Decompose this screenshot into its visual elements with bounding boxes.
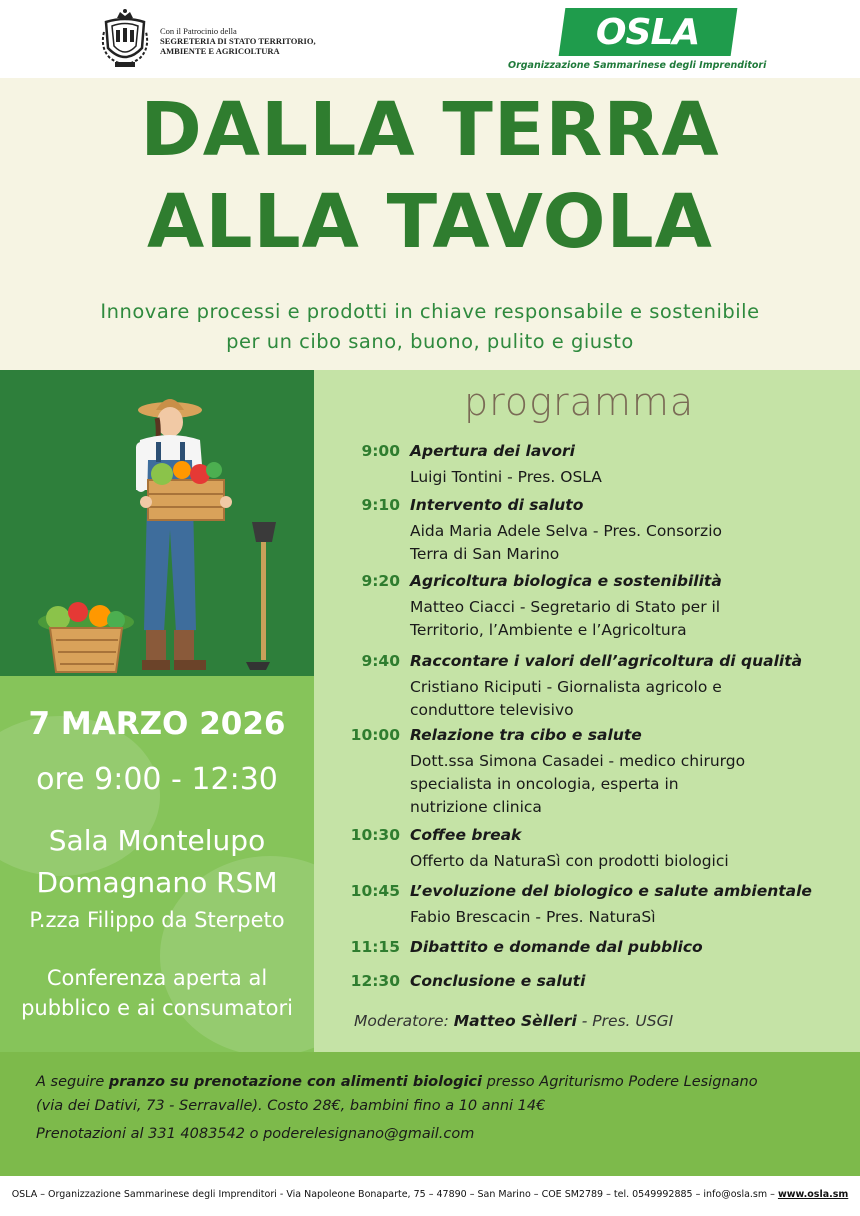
programme-title: Dibattito e domande dal pubblico	[410, 938, 703, 956]
moderator-role: - Pres. USGI	[581, 1012, 674, 1030]
patronage-line-2: SEGRETERIA DI STATO TERRITORIO,	[160, 36, 316, 46]
title-line-2: ALLA TAVOLA	[147, 179, 713, 265]
programme-time: 12:30	[350, 972, 400, 990]
programme-title: Conclusione e saluti	[410, 972, 586, 990]
moderator-name: Matteo Sèlleri	[453, 1012, 577, 1030]
programme-time: 9:00	[361, 442, 400, 460]
venue-town: Domagnano RSM	[36, 866, 278, 899]
programme-speaker: Offerto da NaturaSì con prodotti biologici	[410, 852, 729, 870]
patronage-text	[160, 26, 360, 56]
san-marino-crest-icon	[100, 8, 150, 70]
osla-logo-subtitle: Organizzazione Sammarinese degli Imprenditori	[508, 60, 767, 71]
footer-text	[0, 1189, 860, 1200]
booking-info: Prenotazioni al 331 4083542 o poderelesignano@gmail.com	[36, 1126, 475, 1142]
footer-contact: OSLA – Organizzazione Sammarinese degli Imprenditori - Via Napoleone Bonaparte, 75 – 47890 – San Marino – COE SM2789 – tel. 0549992885 – info@osla.sm –	[11, 1189, 775, 1200]
illustration-panel	[0, 370, 314, 676]
open-conference-note-2: pubblico e ai consumatori	[21, 996, 293, 1020]
title-line-1: DALLA TERRA	[140, 87, 720, 173]
programme-time: 11:15	[350, 938, 400, 956]
programme-time: 9:40	[361, 652, 400, 670]
programme-time: 10:45	[350, 882, 400, 900]
subtitle-line-1: Innovare processi e prodotti in chiave responsabile e sostenibile	[100, 300, 760, 323]
programme-title: Intervento di saluto	[410, 496, 584, 514]
patronage-line-1: Con il Patrocinio della	[160, 26, 237, 36]
event-time: ore 9:00 - 12:30	[36, 762, 278, 797]
venue-name: Sala Montelupo	[48, 824, 266, 857]
programme-time: 9:20	[361, 572, 400, 590]
footer-website-link[interactable]: www.osla.sm	[777, 1189, 849, 1200]
venue-address: P.zza Filippo da Sterpeto	[29, 908, 285, 932]
lunch-intro: A seguire	[36, 1074, 105, 1090]
programme-speaker: Fabio Brescacin - Pres. NaturaSì	[410, 908, 656, 926]
event-date: 7 MARZO 2026	[28, 706, 286, 742]
programme-title: Apertura dei lavori	[410, 442, 575, 460]
programme-speaker: Matteo Ciacci - Segretario di Stato per il Territorio, l’Ambiente e l’Agricoltura	[410, 598, 721, 639]
programme-title: Agricoltura biologica e sostenibilità	[410, 572, 722, 590]
event-info-panel	[0, 676, 314, 1052]
programme-speaker: Dott.ssa Simona Casadei - medico chirurgo specialista in oncologia, esperta in nutrizione clinica	[410, 752, 746, 816]
lunch-venue: presso Agriturismo Podere Lesignano	[486, 1074, 758, 1090]
footer	[0, 1176, 860, 1216]
osla-logo	[559, 8, 738, 56]
osla-logo-text: OSLA	[596, 11, 700, 53]
programme-title: L’evoluzione del biologico e salute ambientale	[410, 882, 812, 900]
programme-speaker: Aida Maria Adele Selva - Pres. Consorzio Terra di San Marino	[410, 522, 722, 563]
lunch-info-line-1	[36, 1074, 758, 1090]
header	[0, 0, 860, 78]
programme-speaker: Cristiano Riciputi - Giornalista agricolo e conduttore televisivo	[410, 678, 722, 719]
programme-title: Raccontare i valori dell’agricoltura di qualità	[410, 652, 803, 670]
programme-time: 10:00	[350, 726, 400, 744]
title-band	[0, 78, 860, 370]
programme-time: 10:30	[350, 826, 400, 844]
programme-speaker: Luigi Tontini - Pres. OSLA	[410, 468, 602, 486]
patronage-line-3: AMBIENTE E AGRICOLTURA	[160, 46, 280, 56]
lunch-highlight: pranzo su prenotazione con alimenti biologici	[108, 1074, 482, 1090]
lunch-info-band	[0, 1052, 860, 1176]
subtitle-line-2: per un cibo sano, buono, pulito e giusto	[226, 330, 634, 353]
programme-panel	[314, 370, 860, 1052]
lunch-info-line-2: (via dei Dativi, 73 - Serravalle). Costo 28€, bambini fino a 10 anni 14€	[36, 1098, 546, 1114]
moderator-line	[354, 1012, 673, 1030]
programme-heading: programma	[464, 380, 695, 424]
moderator-label: Moderatore:	[354, 1012, 449, 1030]
farmer-woman-illustration	[0, 370, 314, 676]
open-conference-note-1: Conferenza aperta al	[46, 966, 268, 990]
programme-title: Coffee break	[410, 826, 522, 844]
programme-title: Relazione tra cibo e salute	[410, 726, 642, 744]
programme-time: 9:10	[361, 496, 400, 514]
